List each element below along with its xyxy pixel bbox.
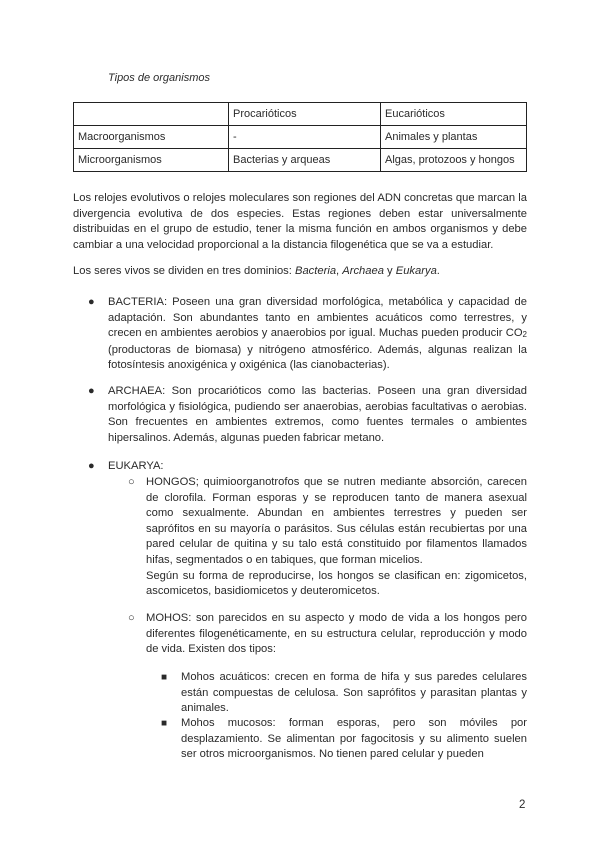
table-header-row [74,103,527,126]
circle-bullet-icon: ○ [128,612,135,624]
sub-sublist-item-acuaticos [161,670,527,717]
bacteria-text: BACTERIA: Poseen una gran diversidad morfológica, metabólica y capacidad de adaptación. Son abundantes tanto en ambientes acuáticos como terrestres, y crecen en ambientes aerobios y anaerobios por igual. Muchas pueden producir CO [108,296,527,340]
table-header-cell: Procarióticos [229,103,381,126]
sublist-item-mohos [128,611,527,658]
table-cell: Animales y plantas [381,126,527,149]
domains-paragraph [73,264,527,280]
table-caption: Tipos de organismos [108,72,211,84]
table-header-cell [74,103,229,126]
eukarya-text: EUKARYA: [108,460,164,472]
mohos-text: MOHOS: son parecidos en su aspecto y modo de vida a los hongos pero diferentes filogenéticamente, en su estructura celular, reproducción y modo de vida. Existen dos tipos: [146,612,527,656]
domains-end: . [436,265,440,277]
list-item-bacteria [88,295,527,374]
circle-bullet-icon: ○ [128,476,135,488]
domain-eukarya: Eukarya [395,265,437,277]
hongos-classification: Según su forma de reproducirse, los hongos se clasifican en: zigomicetos, ascomicetos, basidiomicetos y deuteromicetos. [146,569,527,598]
table-cell: Bacterias y arqueas [229,149,381,172]
hongos-text: HONGOS; quimioorganotrofos que se nutren mediante absorción, carecen de clorofila. Forman esporas y se reproducen tanto de manera asexual como sexualmente. Abundan en ambientes terrestres y pueden ser saprófitos en su mayoría o parásitos. Sus células están recubiertas por una pared celular de quitina y su talo está constituido por filamentos llamados hifas, segmentados o en tabiques, que forman micelios. [146,476,527,566]
table-row [74,126,527,149]
archaea-text: ARCHAEA: Son procarióticos como las bacterias. Poseen una gran diversidad morfológica y fisiológica, pudiendo ser anaerobias, aerobias facultativas o aerobias. Son frecuentes en ambientes extremos, como fuentes termales o ambientes hipersalinos. Además, algunas pueden fabricar metano. [108,385,527,444]
table-cell: Microorganismos [74,149,229,172]
table-cell: Algas, protozoos y hongos [381,149,527,172]
page-number: 2 [519,799,526,811]
acuaticos-text: Mohos acuáticos: crecen en forma de hifa y sus paredes celulares están compuestas de celulosa. Son saprófitos y parasitan plantas y animales. [181,671,527,715]
table-row [74,149,527,172]
subscript-2: 2 [522,330,527,340]
bullet-icon: ● [88,296,95,308]
domain-archaea: Archaea [342,265,384,277]
sublist-item-hongos [128,475,527,600]
table-cell: Macroorganismos [74,126,229,149]
list-item-archaea [88,384,527,446]
organism-types-table [73,102,527,172]
table-cell: - [229,126,381,149]
bullet-icon: ● [88,460,95,472]
domains-intro: Los seres vivos se dividen en tres dominios: [73,265,295,277]
molecular-clock-paragraph: Los relojes evolutivos o relojes moleculares son regiones del ADN concretas que marcan la divergencia evolutiva de dos especies. Estas regiones deben estar universalmente distribuidas en el grupo de estudio, tener la misma función en ambos organismos y debe cambiar a una velocidad proporcional a la distancia filogenética que se va a estudiar. [73,192,527,251]
domains-sep: y [383,265,396,277]
square-bullet-icon: ■ [161,672,168,683]
domains-sep: , [336,265,343,277]
sub-sublist-item-mucosos [161,716,527,763]
bacteria-text-end: (productoras de biomasa) y nitrógeno atmosférico. Además, algunas realizan la fotosíntesis anoxigénica y oxigénica (las cianobacterias). [108,343,527,372]
mucosos-text: Mohos mucosos: forman esporas, pero son móviles por desplazamiento. Se alimentan por fagocitosis y su alimento suelen ser otros microorganismos. No tienen pared celular y pueden [181,717,527,761]
square-bullet-icon: ■ [161,718,168,729]
bullet-icon: ● [88,385,95,397]
table-header-cell: Eucarióticos [381,103,527,126]
domain-bacteria: Bacteria [295,265,337,277]
list-item-eukarya [88,459,527,475]
